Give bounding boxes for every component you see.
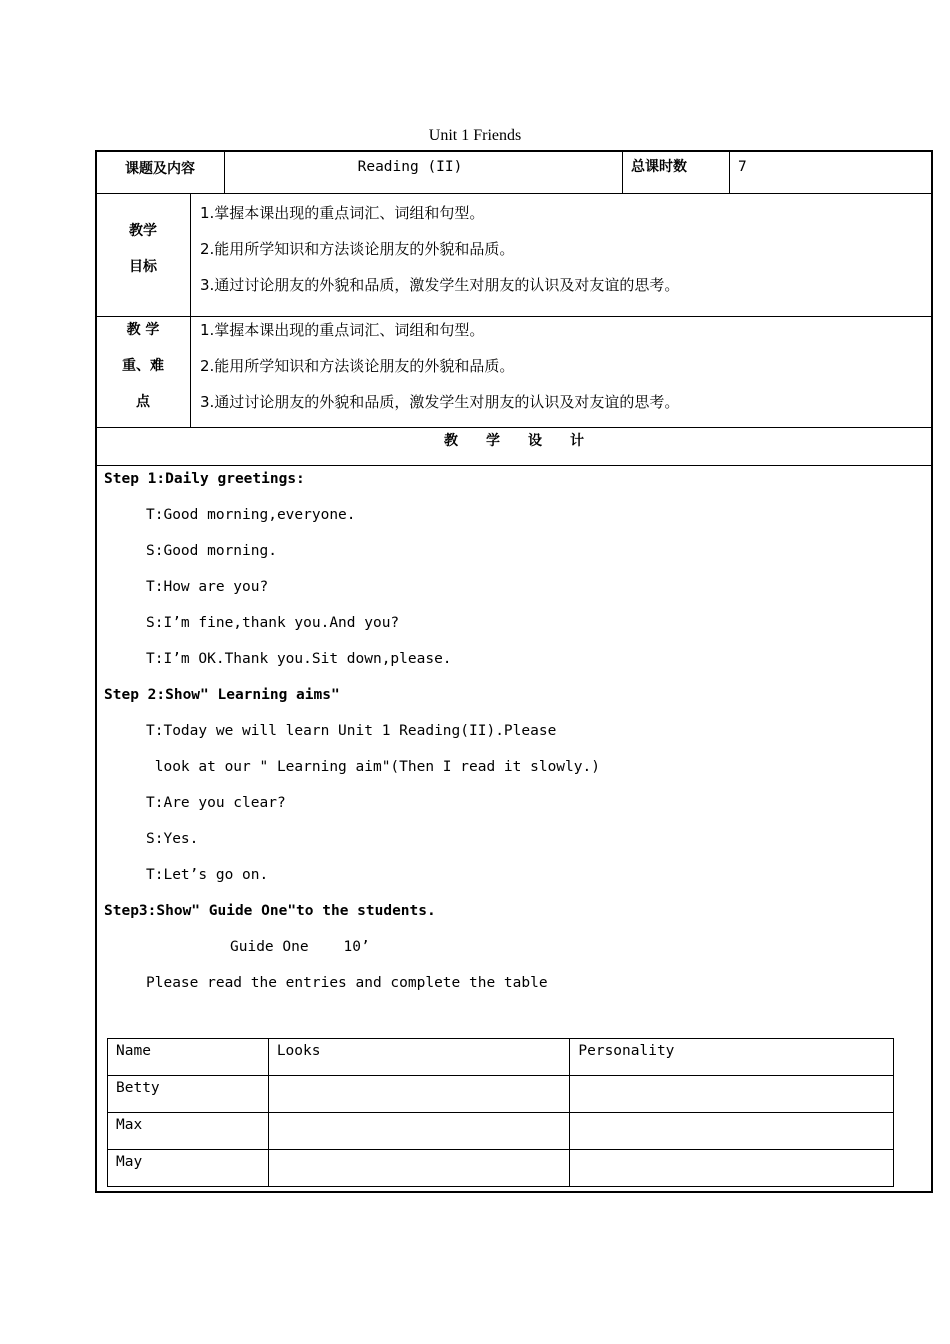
entries-table [107, 1038, 894, 1187]
keypoints-label: 教 学 [126, 322, 160, 338]
row-divider [96, 465, 932, 466]
header-cell: Looks [268, 1039, 570, 1076]
keypoints-label: 重、难 [122, 358, 164, 374]
table-row [108, 1113, 894, 1150]
header-cell: Name [108, 1039, 269, 1076]
objective-item: 1.掌握本课出现的重点词汇、词组和句型。 [200, 204, 485, 222]
table-row [108, 1076, 894, 1113]
keypoints-label: 点 [136, 394, 150, 410]
row-divider [96, 193, 932, 194]
design-heading: 教 学 设 计 [444, 433, 584, 449]
keypoint-item: 1.掌握本课出现的重点词汇、词组和句型。 [200, 321, 485, 339]
dialog-line: T:Are you clear? [146, 795, 286, 811]
name-cell: Max [108, 1113, 269, 1150]
topic-value: Reading (II) [357, 159, 463, 175]
column-divider [729, 151, 730, 193]
table-header-row [108, 1039, 894, 1076]
column-divider [622, 151, 623, 193]
dialog-line: S:Yes. [146, 831, 199, 847]
lesson-plan-table [95, 150, 933, 1193]
dialog-line: T:Today we will learn Unit 1 Reading(II).Please [146, 723, 557, 739]
dialog-line: T:Let’s go on. [146, 867, 269, 883]
hours-label: 总课时数 [631, 159, 687, 175]
document-title: Unit 1 Friends [428, 127, 522, 144]
instruction-line: Please read the entries and complete the table [146, 975, 548, 991]
looks-cell[interactable] [268, 1076, 570, 1113]
personality-cell[interactable] [570, 1113, 894, 1150]
column-divider [190, 193, 191, 427]
table-row [108, 1150, 894, 1187]
step1-title: Step 1:Daily greetings: [104, 471, 305, 487]
dialog-line: look at our " Learning aim"(Then I read it slowly.) [146, 759, 600, 775]
step2-title: Step 2:Show" Learning aims" [104, 687, 340, 703]
topic-label: 课题及内容 [125, 161, 195, 177]
header-cell: Personality [570, 1039, 894, 1076]
dialog-line: S:Good morning. [146, 543, 277, 559]
hours-value: 7 [738, 159, 747, 175]
looks-cell[interactable] [268, 1150, 570, 1187]
dialog-line: T:How are you? [146, 579, 269, 595]
looks-cell[interactable] [268, 1113, 570, 1150]
dialog-line: T:Good morning,everyone. [146, 507, 356, 523]
objective-item: 2.能用所学知识和方法谈论朋友的外貌和品质。 [200, 240, 515, 258]
guide-line: Guide One 10’ [230, 939, 370, 955]
name-cell: Betty [108, 1076, 269, 1113]
personality-cell[interactable] [570, 1076, 894, 1113]
keypoint-item: 2.能用所学知识和方法谈论朋友的外貌和品质。 [200, 357, 515, 375]
objectives-label: 目标 [129, 259, 157, 275]
name-cell: May [108, 1150, 269, 1187]
row-divider [96, 316, 932, 317]
objective-item: 3.通过讨论朋友的外貌和品质，激发学生对朋友的认识及对友谊的思考。 [200, 276, 680, 294]
step3-title: Step3:Show" Guide One"to the students. [104, 903, 436, 919]
keypoint-item: 3.通过讨论朋友的外貌和品质，激发学生对朋友的认识及对友谊的思考。 [200, 393, 680, 411]
dialog-line: S:I’m fine,thank you.And you? [146, 615, 400, 631]
row-divider [96, 427, 932, 428]
objectives-label: 教学 [129, 223, 157, 239]
personality-cell[interactable] [570, 1150, 894, 1187]
dialog-line: T:I’m OK.Thank you.Sit down,please. [146, 651, 452, 667]
